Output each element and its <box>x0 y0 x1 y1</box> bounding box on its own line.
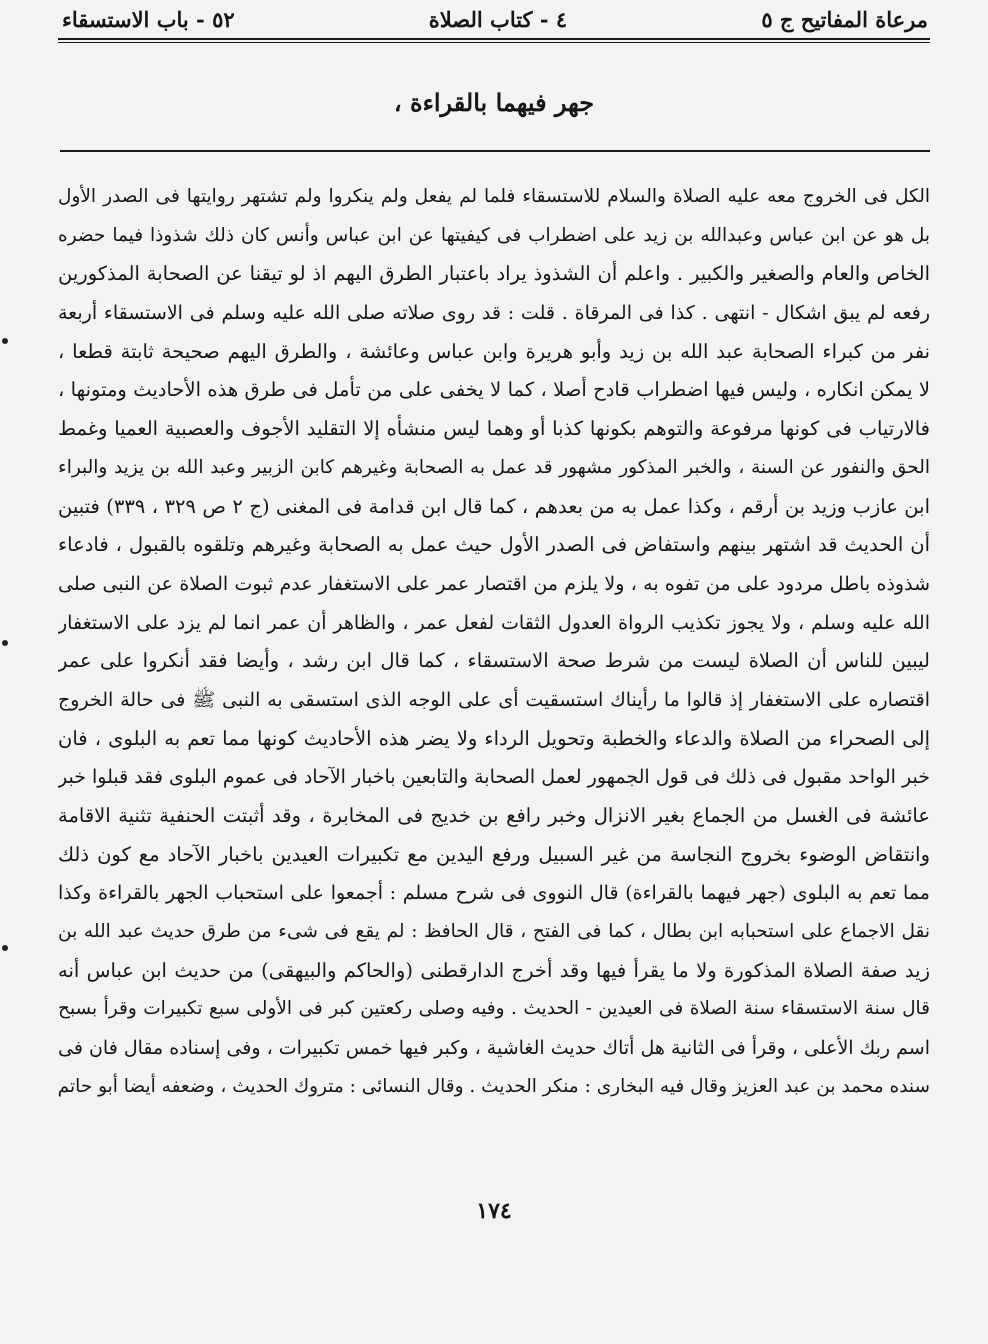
body-line: رفعه لم يبق اشكال - انتهى . كذا فى المرقاة . قلت : قد روى صلاته صلى الله عليه وسلم فى الاستسقاء أربعة <box>58 302 930 325</box>
body-line: الله عليه وسلم ، ولا يجوز تكذيب الرواة العدول الثقات لفعل عمر ، والظاهر أن عمر انما لم يزد على الاستغفار <box>58 611 930 634</box>
body-line: الحق والنفور عن السنة ، والخبر المذكور مشهور قد عمل به الصحابة وغيرهم كابن الزبير وعبد الله بن يزيد والبراء <box>58 456 930 478</box>
body-line: اسم ربك الأعلى ، وقرأ فى الثانية هل أتاك حديث الغاشية ، وكبر فيها خمس تكبيرات ، وفى إسناده مقال فان فى <box>58 1037 930 1060</box>
body-line: إلى الصحراء من الصلاة والدعاء والخطبة وتحويل الرداء ولا يضر هذه الأحاديث كونها مما تعم به البلوى ، فان <box>58 726 930 750</box>
body-line: ليبين للناس أن الصلاة ليست من شرط صحة الاستسقاء ، كما قال ابن رشد ، وأيضا فقد أنكروا على عمر <box>58 649 930 673</box>
body-text <box>58 178 930 1107</box>
margin-mark <box>2 640 8 646</box>
margin-mark <box>2 945 8 951</box>
header-rule-thin <box>58 42 930 43</box>
header-book-title: مرعاة المفاتيح ج ٥ <box>761 6 928 32</box>
body-line: اقتصاره على الاستغفار إذ قالوا ما رأيناك استسقيت أى على الوجه الذى استسقى به النبى ﷺ فى حالة الخروج <box>58 688 930 711</box>
body-line: شذوذه باطل مردود على من تفوه به ، ولا يلزم من اقتصار عمر على الاستغفار عدم ثبوت الصلاة عن النبى صلى <box>58 572 930 595</box>
body-line: لا يمكن انكاره ، وليس فيها اضطراب قادح أصلا ، كما لا يخفى على من تأمل فى طرق هذه الأحاديث ومتونها ، <box>58 378 930 402</box>
body-line: بل هو عن ابن عباس وعبدالله بن زيد على اضطراب فى كيفيتها عن ابن عباس وأنس كان ذلك شذوذا فيما حضره <box>58 224 930 246</box>
body-line: نقل الاجماع على استحبابه ابن بطال ، كما فى الفتح ، قال الحافظ : لم يقع فى شىء من طرق حديث عبد الله بن <box>58 921 930 943</box>
body-line: مما تعم به البلوى (جهر فيهما بالقراءة) قال النووى فى شرح مسلم : أجمعوا على استحباب الجهر بالقراءة وكذا <box>58 882 930 905</box>
body-line: عائشة فى الغسل من الجماع بغير الانزال وخبر رافع بن خديج فى المخابرة ، وقد أثبتت الحنفية تثنية الاقامة <box>58 804 930 827</box>
header-section: ٥٢ - باب الاستسقاء <box>62 6 235 32</box>
section-divider <box>60 150 930 152</box>
body-line: سنده محمد بن عبد العزيز وقال فيه البخارى : منكر الحديث . وقال النسائى : متروك الحديث ، وضعفه أيضا أبو حاتم <box>58 1075 930 1097</box>
body-line: فالارتياب فى كونها مرفوعة والتوهم بكونها كذبا أو وهما ليس منشأه إلا التقليد الأجوف والعصبية العميا وغمط <box>58 417 930 441</box>
running-header <box>62 2 928 36</box>
body-line: ابن عازب وزيد بن أرقم ، وكذا عمل به من بعدهم ، كما قال ابن قدامة فى المغنى (ج ٢ ص ٣٢٩ ، ٣٣٩) فتبين <box>58 494 930 518</box>
header-rule <box>58 38 930 40</box>
margin-mark <box>2 338 8 344</box>
body-line: قال سنة الاستسقاء سنة الصلاة فى العيدين - الحديث . وفيه وصلى ركعتين كبر فى الأولى سبع تكبيرات وقرأ بسبح <box>58 998 930 1020</box>
body-line: زيد صفة الصلاة المذكورة ولا ما يقرأ فيها وقد أخرج الدارقطنى (والحاكم والبيهقى) من حديث ابن عباس أنه <box>58 958 930 982</box>
body-line: الخاص والعام والصغير والكبير . واعلم أن الشذوذ يراد باعتبار الطرق اليهم اذ لو تيقنا عن الصحابة المذكورين <box>58 262 930 286</box>
section-heading: جهر فيهما بالقراءة ، <box>393 88 595 117</box>
body-line: خبر الواحد مقبول فى ذلك فى قول الجمهور لعمل الصحابة والتابعين باخبار الآحاد فى عموم البلوى فقد قبلوا خبر <box>58 766 930 789</box>
header-chapter: ٤ - كتاب الصلاة <box>428 6 568 32</box>
page-number: ١٧٤ <box>476 1198 512 1224</box>
body-line: وانتقاض الوضوء بخروج النجاسة من غير السبيل ورفع اليدين مع تكبيرات العيدين باخبار الآحاد مع كون ذلك <box>58 842 930 866</box>
body-line: الكل فى الخروج معه عليه الصلاة والسلام للاستسقاء فلما لم يفعل ولم ينكروا ولم تشتهر روايتها فى الصدر الأول <box>58 186 930 207</box>
body-line: نفر من كبراء الصحابة عبد الله بن زيد وأبو هريرة وابن عباس وعائشة ، والطرق اليهم صحيحة ثابتة قطعا ، <box>58 339 930 363</box>
body-line: أن الحديث قد اشتهر بينهم واستفاض فى الصدر الأول حيث عمل به الصحابة وغيرهم وتلقوه بالقبول ، فادعاء <box>58 533 930 557</box>
